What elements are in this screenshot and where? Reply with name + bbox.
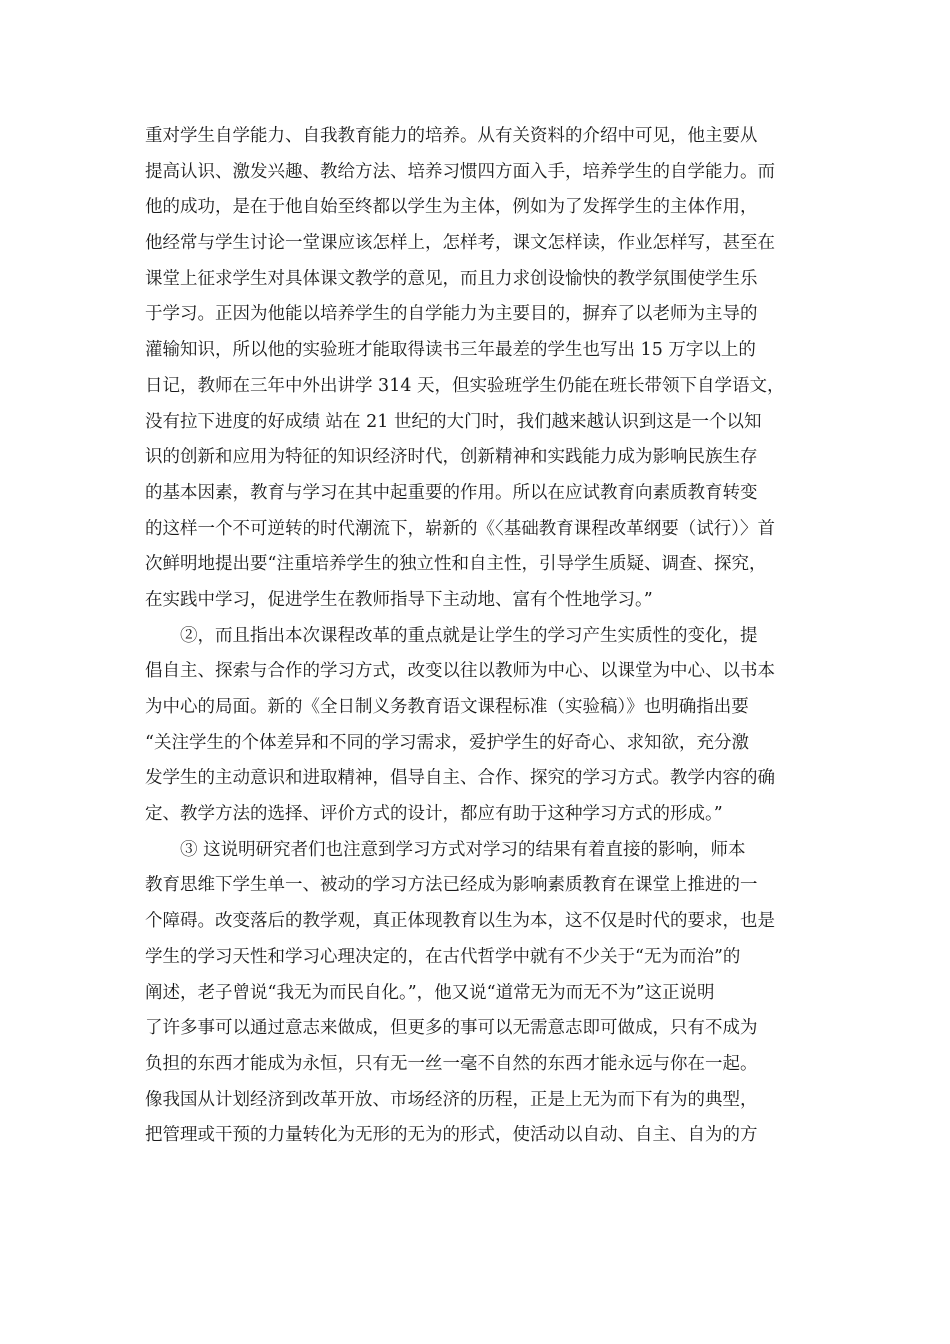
text-line: 教育思维下学生单一、被动的学习方法已经成为影响素质教育在课堂上推进的一 — [145, 875, 758, 896]
text-line: 的基本因素，教育与学习在其中起重要的作用。所以在应试教育向素质教育转变 — [145, 482, 758, 503]
text-line: 阐述，老子曾说“我无为而民自化。”，他又说“道常无为而无不为”这正说明 — [145, 982, 715, 1003]
text-line: 他的成功，是在于他自始至终都以学生为主体，例如为了发挥学生的主体作用， — [145, 197, 758, 218]
text-line: 课堂上征求学生对具体课文教学的意见，而且力求创设愉快的教学氛围使学生乐 — [145, 268, 758, 289]
text-line: 于学习。正因为他能以培养学生的自学能力为主要目的，摒弃了以老师为主导的 — [145, 304, 758, 325]
text-line: 倡自主、探索与合作的学习方式，改变以往以教师为中心、以课堂为中心、以书本 — [145, 661, 775, 682]
text-line: 在实践中学习，促进学生在教师指导下主动地、富有个性地学习。” — [145, 589, 653, 610]
text-line: 像我国从计划经济到改革开放、市场经济的历程，正是上无为而下有为的典型， — [145, 1089, 758, 1110]
text-line: 定、教学方法的选择、评价方式的设计，都应有助于这种学习方式的形成。” — [145, 804, 723, 825]
paragraph-start-line: ③ 这说明研究者们也注意到学习方式对学习的结果有着直接的影响，师本 — [180, 839, 746, 860]
body-text — [145, 119, 817, 1154]
text-line: 识的创新和应用为特征的知识经济时代，创新精神和实践能力成为影响民族生存 — [145, 447, 758, 468]
text-line: 次鲜明地提出要“注重培养学生的独立性和自主性，引导学生质疑、调查、探究， — [145, 554, 767, 575]
text-line: 了许多事可以通过意志来做成，但更多的事可以无需意志即可做成，只有不成为 — [145, 1018, 758, 1039]
text-line: 学生的学习天性和学习心理决定的，在古代哲学中就有不少关于“无为而治”的 — [145, 946, 741, 967]
text-line: 发学生的主动意识和进取精神，倡导自主、合作、探究的学习方式。教学内容的确 — [145, 768, 775, 789]
text-line: 他经常与学生讨论一堂课应该怎样上，怎样考，课文怎样读，作业怎样写，甚至在 — [145, 233, 775, 254]
text-line: “关注学生的个体差异和不同的学习需求，爱护学生的好奇心、求知欲，充分激 — [145, 732, 749, 753]
text-line: 灌输知识，所以他的实验班才能取得读书三年最差的学生也写出 15 万字以上的 — [145, 340, 756, 361]
text-line: 为中心的局面。新的《全日制义务教育语文课程标准（实验稿）》也明确指出要 — [145, 697, 749, 717]
text-line: 提高认识、激发兴趣、教给方法、培养习惯四方面入手，培养学生的自学能力。而 — [145, 161, 775, 182]
text-line: 的这样一个不可逆转的时代潮流下，崭新的《〈基础教育课程改革纲要（试行）〉首 — [145, 518, 775, 539]
text-line: 把管理或干预的力量转化为无形的无为的形式，使活动以自动、自主、自为的方 — [145, 1125, 758, 1146]
text-line: 没有拉下进度的好成绩 站在 21 世纪的大门时，我们越来越认识到这是一个以知 — [145, 411, 762, 432]
paragraph-start-line: ②，而且指出本次课程改革的重点就是让学生的学习产生实质性的变化，提 — [180, 625, 758, 646]
text-line: 负担的东西才能成为永恒，只有无一丝一毫不自然的东西才能永远与你在一起。 — [145, 1053, 758, 1074]
text-line: 重对学生自学能力、自我教育能力的培养。从有关资料的介绍中可见，他主要从 — [145, 126, 758, 146]
text-line: 日记，教师在三年中外出讲学 314 天，但实验班学生仍能在班长带领下自学语文， — [145, 375, 785, 396]
text-line: 个障碍。改变落后的教学观，真正体现教育以生为本，这不仅是时代的要求，也是 — [145, 911, 775, 932]
